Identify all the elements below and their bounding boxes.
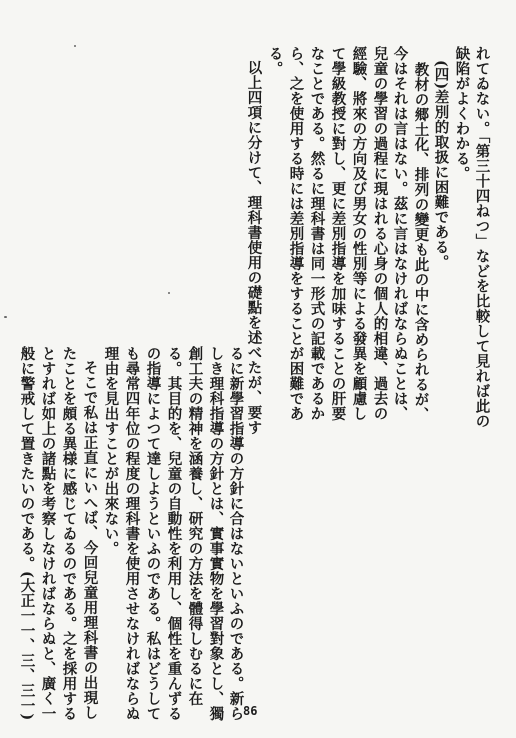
text-column: たことを頗る異様に感じてゐるのである。之を採用する xyxy=(60,346,78,721)
scan-speck xyxy=(168,292,170,294)
text-column: 般に警戒して置きたいのである。(大正一一、三、三一) xyxy=(18,346,36,721)
text-column: 創工夫の精神を涵養し、研究の方法を體得しむるに在 xyxy=(186,346,204,706)
text-column: 兒童の學習の過程に現はれる心身の個人的相違、過去の xyxy=(371,46,389,421)
text-column: とすれば如上の諸點を考察しなければならぬと、廣く一 xyxy=(39,346,57,721)
text-column: 理由を見出すことが出來ない。 xyxy=(102,346,120,556)
text-column: る。其目的を、兒童の自動性を利用し、個性を重んずる xyxy=(165,346,183,721)
text-column: (四)差別的取扱に困難である。 xyxy=(432,60,450,270)
text-column: なことである。然るに理科書は同一形式の記載であるか xyxy=(308,46,326,421)
text-column: るに新學習指導の方針に合はないといふのである。新ら xyxy=(227,346,245,721)
text-column: しき理科指導の方針とは、實事實物を學習對象とし、獨 xyxy=(207,346,225,721)
text-column: ら、之を使用する時には差別指導をすることが困難であ xyxy=(287,46,305,421)
text-column: 缺陷がよくわかる。 xyxy=(453,46,471,181)
text-column: 以上四項に分けて、理科書使用の礎點を述べたが、要す xyxy=(245,60,263,435)
page-number: 86 xyxy=(243,704,258,718)
text-column: の指導によつて達しようといふのである。私はどうして xyxy=(144,346,162,721)
text-column: て學級教授に對し、更に差別指導を加味することの肝要 xyxy=(329,46,347,421)
text-column: そこで私は正直にいへば、今回兒童用理科書の出現し xyxy=(81,360,99,720)
text-column: 今はそれは言はない。茲に言はなければならぬことは、 xyxy=(391,46,409,421)
text-column: 經驗、將來の方向及び男女の性別等による發異を顧慮し xyxy=(350,46,368,421)
text-column: も尋常四年位の程度の理科書を使用させなければならぬ xyxy=(123,346,141,721)
text-column: 教材の郷土化、排列の變更も此の中に含められるが、 xyxy=(412,62,430,422)
scan-speck xyxy=(74,45,76,47)
text-column: れてゐない。「第三十四ねつ」などを比較して見れば此の xyxy=(473,46,491,429)
text-column: る。 xyxy=(266,46,284,76)
scan-speck xyxy=(4,316,7,318)
